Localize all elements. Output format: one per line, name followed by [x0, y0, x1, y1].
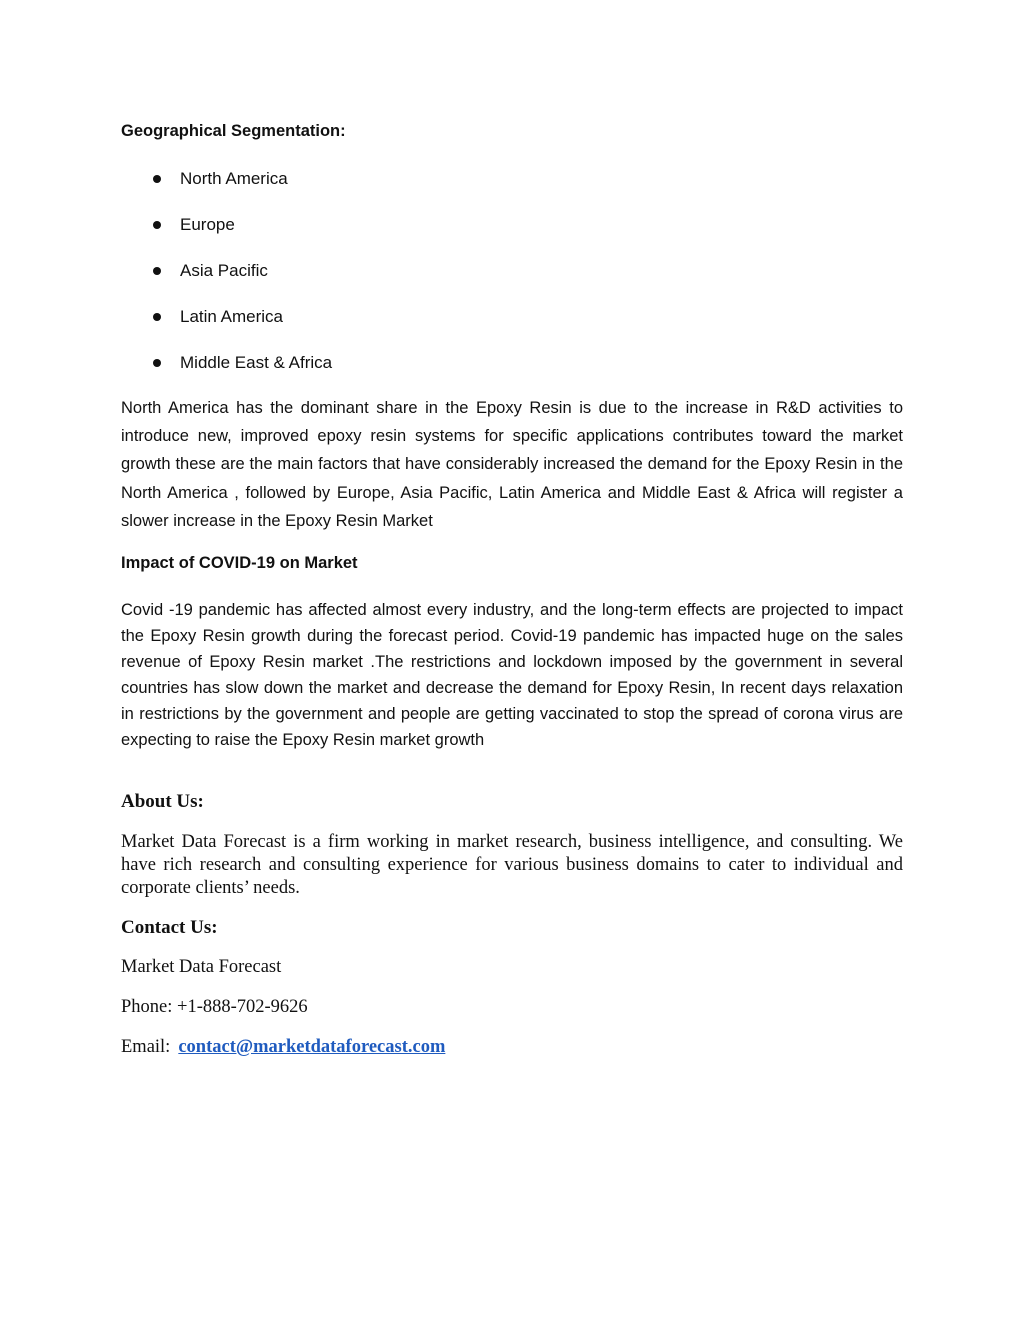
- region-label: North America: [180, 169, 288, 188]
- bullet-icon: [153, 221, 161, 229]
- bullet-icon: [153, 267, 161, 275]
- bullet-icon: [153, 175, 161, 183]
- list-item: [121, 214, 332, 260]
- region-label: Middle East & Africa: [180, 353, 333, 372]
- list-item: [121, 168, 332, 214]
- contact-company-name: Market Data Forecast: [121, 957, 282, 977]
- region-label: Asia Pacific: [180, 261, 268, 280]
- contact-email-line: [121, 1037, 445, 1058]
- region-label: Europe: [180, 215, 235, 234]
- region-label: Latin America: [180, 307, 283, 326]
- bullet-icon: [153, 359, 161, 367]
- bullet-icon: [153, 313, 161, 321]
- list-item: [121, 260, 332, 306]
- covid-impact-heading: Impact of COVID-19 on Market: [121, 554, 358, 572]
- geographical-segmentation-heading: Geographical Segmentation:: [121, 122, 346, 140]
- email-label: Email:: [121, 1037, 171, 1057]
- contact-us-heading: Contact Us:: [121, 917, 218, 938]
- contact-phone: Phone: +1-888-702-9626: [121, 997, 308, 1017]
- north-america-paragraph: North America has the dominant share in the Epoxy Resin is due to the increase in R&D activities to introduce new, improved epoxy resin systems for specific applications contributes toward the market growth these are the main factors that have considerably increased the demand for the Epoxy Resin in the North America , followed by Europe, Asia Pacific, Latin America and Middle East & Africa will register a slower increase in the Epoxy Resin Market: [121, 399, 903, 530]
- about-us-paragraph: Market Data Forecast is a firm working in market research, business intelligence, and consulting. We have rich research and consulting experience for various business domains to cater to individual and corporate clients’ needs.: [121, 832, 903, 898]
- list-item: [121, 306, 332, 352]
- about-us-heading: About Us:: [121, 791, 204, 812]
- region-list: [121, 168, 332, 398]
- covid-impact-paragraph: Covid -19 pandemic has affected almost every industry, and the long-term effects are projected to impact the Epoxy Resin growth during the forecast period. Covid-19 pandemic has impacted huge on the sales revenue of Epoxy Resin market .The restrictions and lockdown imposed by the government in several countries has slow down the market and decrease the demand for Epoxy Resin, In recent days relaxation in restrictions by the government and people are getting vaccinated to stop the spread of corona virus are expecting to raise the Epoxy Resin market growth: [121, 601, 903, 749]
- email-link[interactable]: contact@marketdataforecast.com: [178, 1037, 446, 1057]
- list-item: [121, 352, 332, 398]
